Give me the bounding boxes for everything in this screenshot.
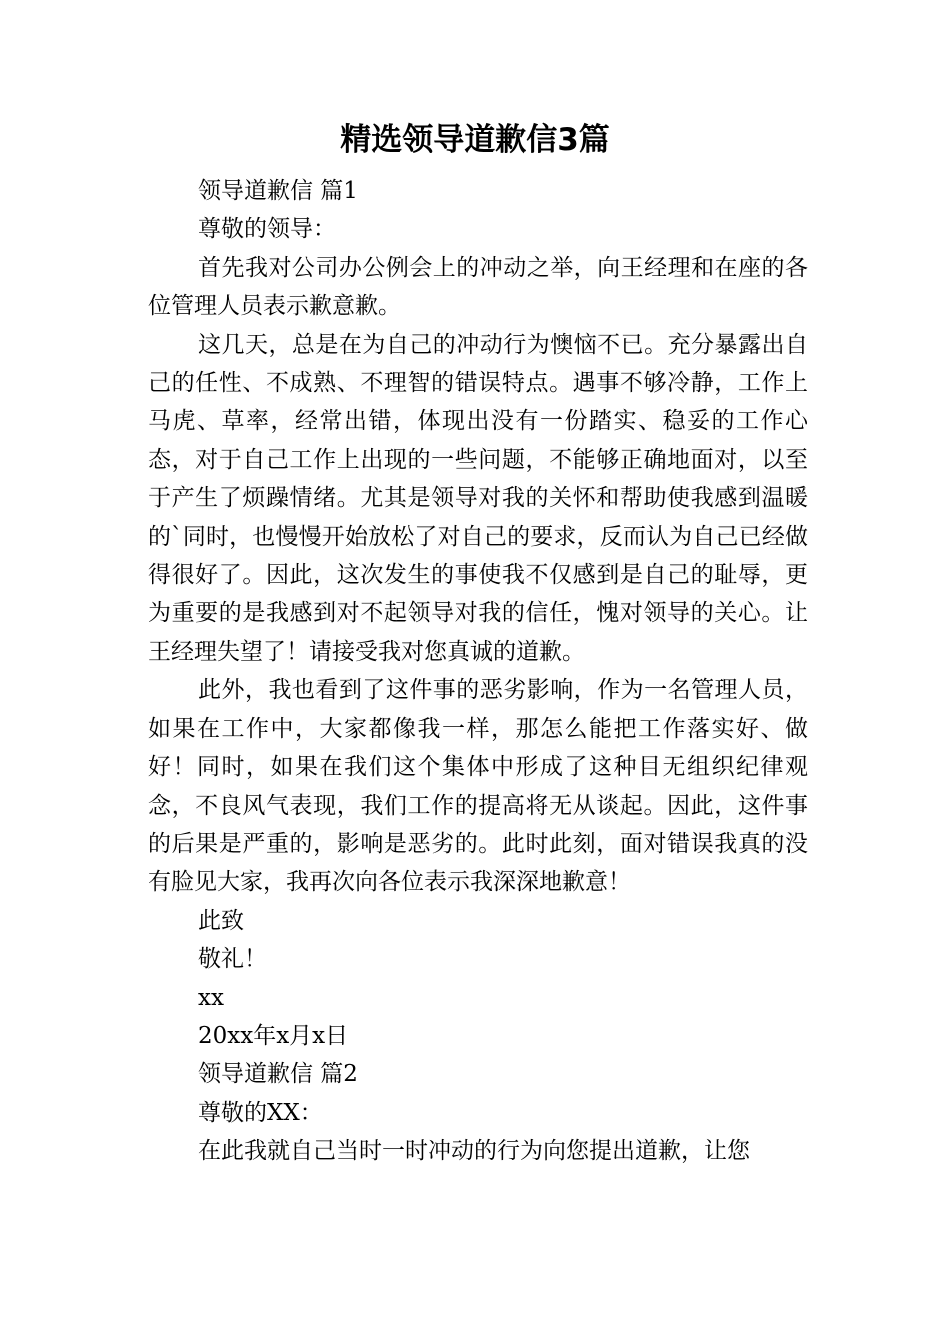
- closing-line: 此致: [198, 907, 244, 934]
- body-paragraph: 首先我对公司办公例会上的冲动之举，向王经理和在座的各位管理人员表示歉意歉。: [148, 254, 808, 320]
- section-heading-2: 领导道歉信 篇2: [198, 1061, 358, 1088]
- signature-name: xx: [198, 984, 224, 1011]
- closing-regards: 敬礼！: [198, 946, 267, 973]
- document-body: [148, 172, 808, 1171]
- document-title: 精选领导道歉信3篇: [340, 122, 610, 158]
- body-paragraph: 此外，我也看到了这件事的恶劣影响，作为一名管理人员，如果在工作中，大家都像我一样，那怎么能把工作落实好、做好！同时，如果在我们这个集体中形成了这种目无组织纪律观念，不良风气表现，我们工作的提高将无从谈起。因此，这件事的后果是严重的，影响是恶劣的。此时此刻，面对错误我真的没有脸见大家，我再次向各位表示我深深地歉意！: [148, 677, 808, 896]
- body-paragraph: 在此我就自己当时一时冲动的行为向您提出道歉，让您: [198, 1138, 750, 1165]
- signature-date: 20xx年x月x日: [198, 1022, 349, 1049]
- salutation: 尊敬的领导：: [198, 216, 336, 243]
- body-paragraph: 这几天，总是在为自己的冲动行为懊恼不已。充分暴露出自己的任性、不成熟、不理智的错误特点。遇事不够冷静，工作上马虎、草率，经常出错，体现出没有一份踏实、稳妥的工作心态，对于自己工作上出现的一些问题，不能够正确地面对，以至于产生了烦躁情绪。尤其是领导对我的关怀和帮助使我感到温暖的`同时，也慢慢开始放松了对自己的要求，反而认为自己已经做得很好了。因此，这次发生的事使我不仅感到是自己的耻辱，更为重要的是我感到对不起领导对我的信任，愧对领导的关心。让王经理失望了！请接受我对您真诚的道歉。: [148, 331, 808, 665]
- salutation: 尊敬的XX：: [198, 1099, 323, 1126]
- section-heading-1: 领导道歉信 篇1: [198, 178, 358, 204]
